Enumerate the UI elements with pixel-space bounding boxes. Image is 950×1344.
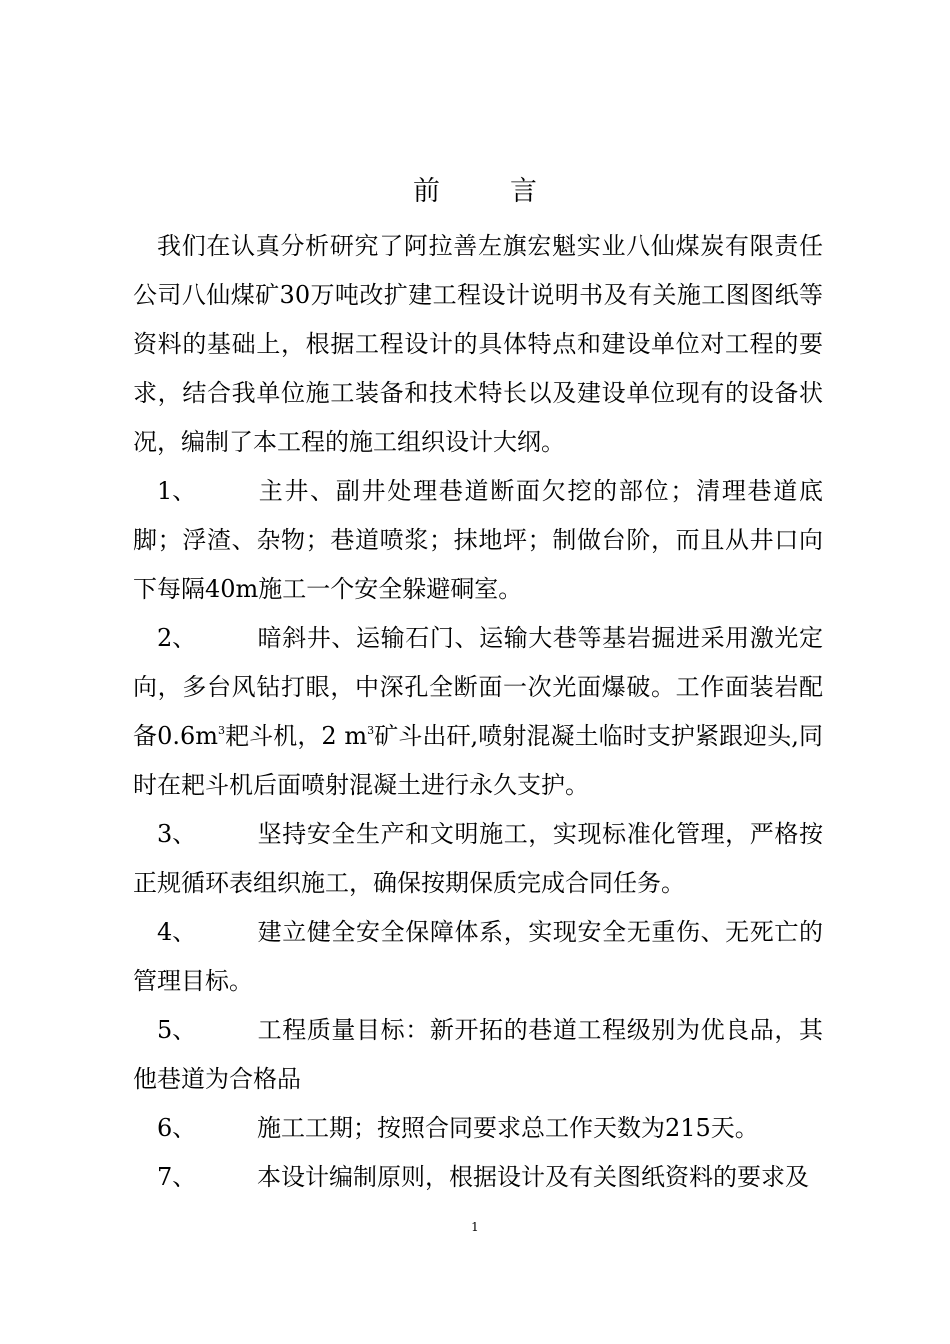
page-number: 1 <box>471 1220 479 1234</box>
item-number: 6、 <box>157 1114 197 1142</box>
superscript: 3 <box>218 724 226 737</box>
item-text: 施工工期；按照合同要求总工作天数为215天。 <box>257 1114 759 1142</box>
list-item-4 <box>133 908 823 1006</box>
title-char-1: 前 <box>413 176 440 207</box>
item-text: 坚持安全生产和文明施工，实现标准化管理，严格按正规循环表组织施工，确保按期保质完成合同任务。 <box>133 820 823 897</box>
intro-paragraph: 我们在认真分析研究了阿拉善左旗宏魁实业八仙煤炭有限责任公司八仙煤矿30万吨改扩建工程设计说明书及有关施工图图纸等资料的基础上，根据工程设计的具体特点和建设单位对工程的要求，结合我单位施工装备和技术特长以及建设单位现有的设备状况，编制了本工程的施工组织设计大纲。 <box>133 232 823 456</box>
list-item-3 <box>133 810 823 908</box>
item-text-a: 暗斜井、运输石门、运输大巷等基岩掘进采用激光定向，多台风钻打眼，中深孔全断面一次光面爆破。工作面装岩配备0.6m <box>133 624 823 750</box>
item-text: 本设计编制原则，根据设计及有关图纸资料的要求及 <box>257 1163 809 1191</box>
item-number: 7、 <box>157 1163 197 1191</box>
list-item-2 <box>133 614 823 810</box>
title-char-2: 言 <box>510 176 537 207</box>
list-item-1 <box>133 467 823 614</box>
item-text: 工程质量目标：新开拓的巷道工程级别为优良品，其他巷道为合格品 <box>133 1016 823 1093</box>
superscript: 3 <box>367 724 375 737</box>
item-text: 主井、副井处理巷道断面欠挖的部位；清理巷道底脚；浮渣、杂物；巷道喷浆；抹地坪；制做台阶，而且从井口向下每隔40m施工一个安全躲避硐室。 <box>133 477 823 603</box>
item-number: 1、 <box>157 477 197 505</box>
item-number: 4、 <box>157 918 197 946</box>
list-item-5 <box>133 1006 823 1104</box>
item-number: 5、 <box>157 1016 197 1044</box>
item-number: 2、 <box>157 624 197 652</box>
list-item-7 <box>133 1153 823 1202</box>
page-title <box>0 172 950 212</box>
item-number: 3、 <box>157 820 197 848</box>
item-text-c: 矿斗出矸,喷射混凝土临时支护紧跟迎头,同时在耙斗机后面喷射混凝土进行永久支护。 <box>133 722 823 799</box>
item-text: 建立健全安全保障体系，实现安全无重伤、无死亡的管理目标。 <box>133 918 823 995</box>
item-text-b: 耙斗机，2 m <box>225 722 368 750</box>
document-body <box>133 222 823 1202</box>
list-item-6 <box>133 1104 823 1153</box>
